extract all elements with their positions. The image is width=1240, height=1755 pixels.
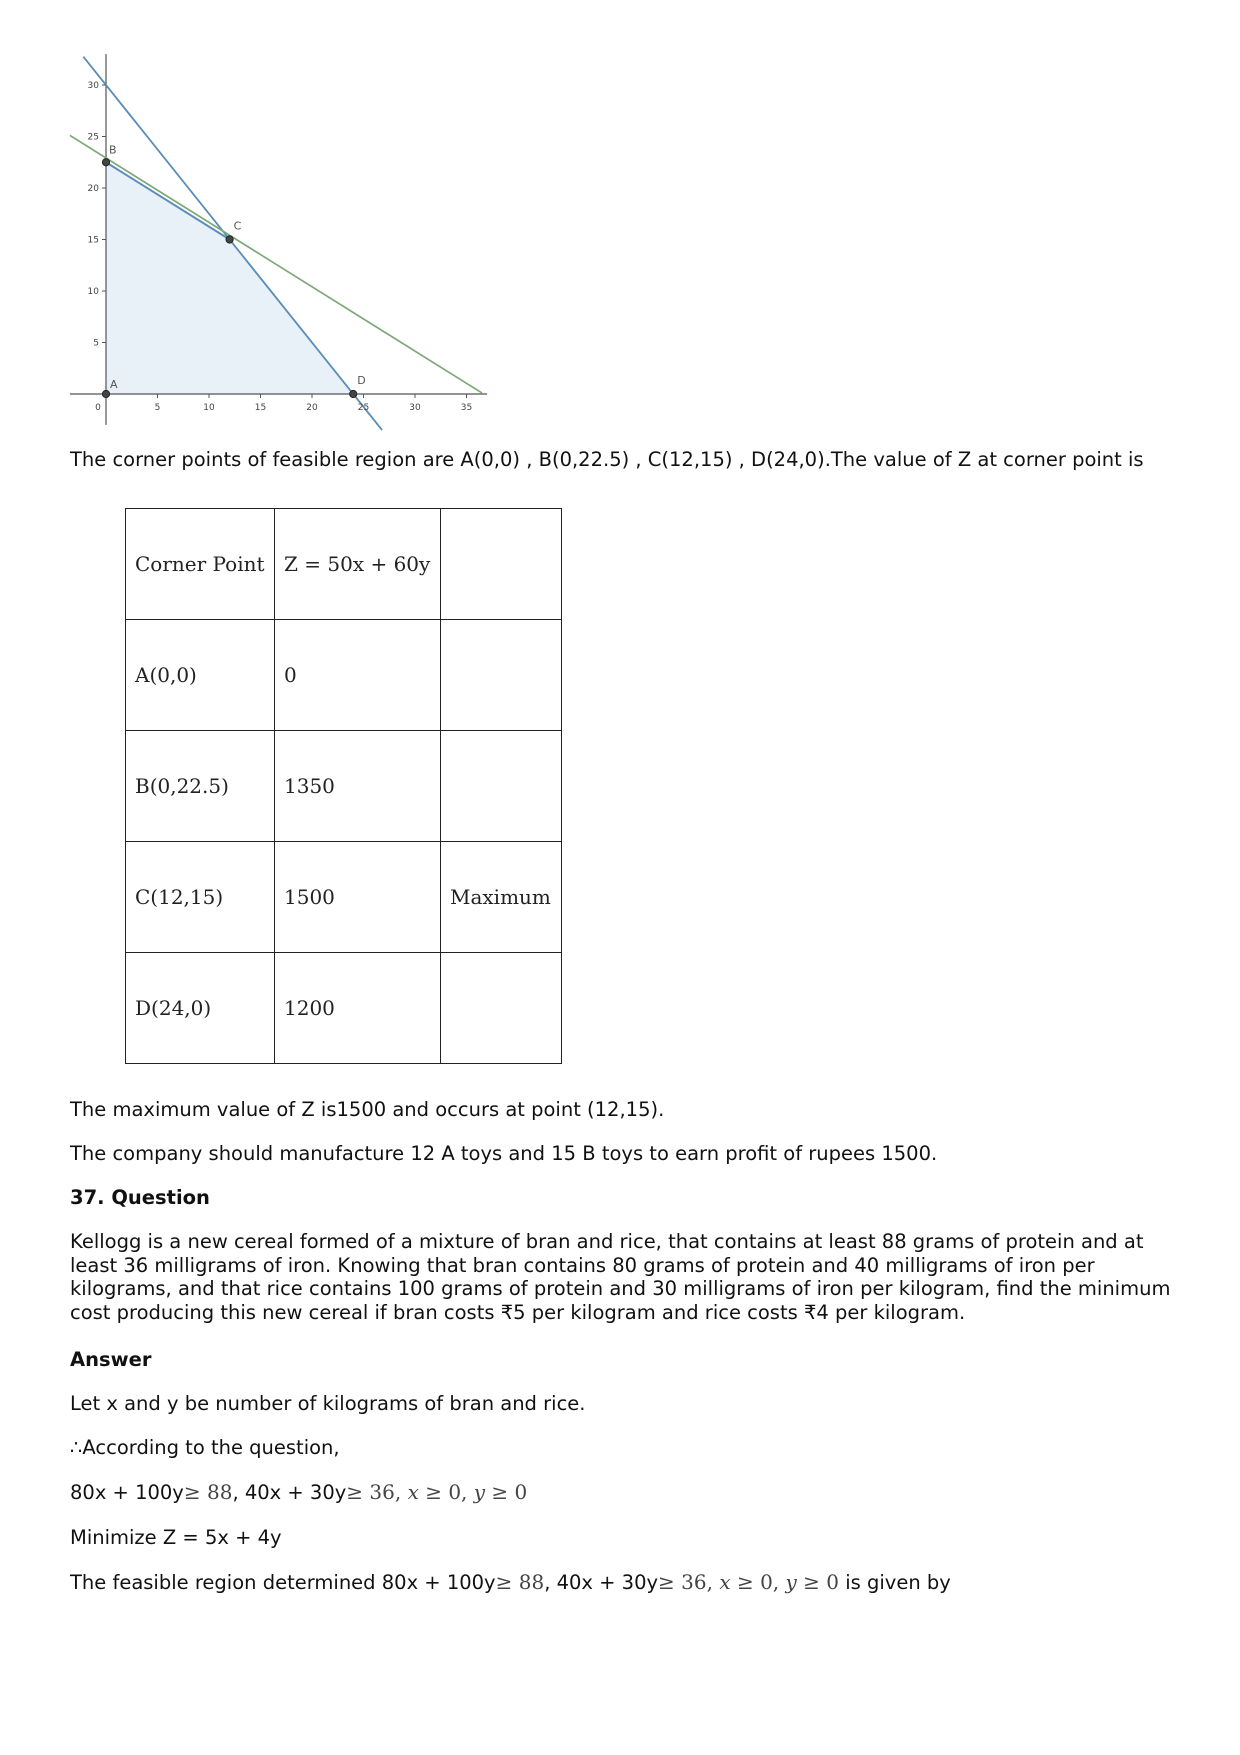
table-cell: C(12,15) [126, 842, 275, 953]
corner-point-label: D [357, 374, 366, 387]
table-row [126, 620, 562, 731]
corner-point-marker [102, 390, 109, 397]
table-cell: 1200 [275, 953, 441, 1064]
corner-point-marker [350, 390, 357, 397]
according-text: ∴According to the question, [70, 1436, 340, 1459]
y-tick-label: 15 [87, 235, 99, 246]
corner-point-table [125, 508, 562, 1064]
answer-heading: Answer [70, 1348, 152, 1371]
x-tick-label: 5 [154, 403, 161, 413]
table-cell [441, 731, 562, 842]
table-row [126, 731, 562, 842]
let-statement: Let x and y be number of kilograms of bran and rice. [70, 1392, 586, 1415]
table-row [126, 953, 562, 1064]
y-tick-label: 5 [93, 338, 99, 349]
constraints-line [70, 1480, 527, 1505]
table-cell [441, 953, 562, 1064]
y-tick-label: 30 [87, 81, 99, 91]
table-header-cell: Corner Point [126, 509, 275, 620]
table-cell: A(0,0) [126, 620, 275, 731]
table-cell: 1350 [275, 731, 441, 842]
table-row [126, 842, 562, 953]
table-header-cell [441, 509, 562, 620]
math-expression: ≥ 88 [183, 1480, 233, 1504]
x-tick-label: 15 [254, 403, 267, 413]
feasible-region [106, 162, 353, 394]
corner-point-marker [226, 236, 233, 243]
constraint-text: , 40x + 30y [232, 1481, 347, 1504]
feasible-region-graph [62, 50, 502, 440]
question-heading: 37. Question [70, 1186, 210, 1209]
table-cell: B(0,22.5) [126, 731, 275, 842]
x-tick-label: 25 [357, 403, 370, 413]
table-cell [441, 620, 562, 731]
constraint-text: 80x + 100y [70, 1481, 184, 1504]
corner-point-label: A [110, 378, 118, 391]
table-cell: 0 [275, 620, 441, 731]
y-tick-label: 10 [87, 287, 99, 297]
objective-function: Minimize Z = 5x + 4y [70, 1526, 282, 1549]
table-cell: Maximum [441, 842, 562, 953]
table-cell: D(24,0) [126, 953, 275, 1064]
math-expression: ≥ 36, x ≥ 0, y ≥ 0 [658, 1570, 840, 1594]
x-tick-label: 30 [409, 403, 421, 413]
company-conclusion-text: The company should manufacture 12 A toys and 15 B toys to earn profit of rupees 1500. [70, 1142, 938, 1165]
table-cell: 1500 [275, 842, 441, 953]
corner-points-text: The corner points of feasible region are A(0,0) , B(0,22.5) , C(12,15) , D(24,0).The value of Z at corner point is [70, 448, 1144, 471]
question-text: Kellogg is a new cereal formed of a mixture of bran and rice, that contains at least 88 grams of protein and at least 36 milligrams of iron. Knowing that bran contains 80 grams of protein and 40 milligrams of iron per kilograms, and that rice contains 100 grams of protein and 30 milligrams of iron per kilogram, find the minimum cost producing this new cereal if bran costs ₹5 per kilogram and rice costs ₹4 per kilogram. [70, 1230, 1171, 1324]
max-value-text: The maximum value of Z is1500 and occurs at point (12,15). [70, 1098, 665, 1121]
x-tick-label: 20 [306, 403, 318, 413]
math-expression: ≥ 88 [495, 1570, 545, 1594]
x-tick-label: 10 [203, 403, 215, 413]
x-tick-label: 35 [460, 403, 473, 413]
feasible-region-line: The feasible region determined 80x + 100y≥ 88, 40x + 30y≥ 36, x ≥ 0, y ≥ 0 is given by [70, 1570, 951, 1594]
y-tick-label: 25 [87, 132, 99, 143]
x-tick-label: 0 [95, 403, 101, 413]
corner-point-label: B [109, 143, 117, 157]
table-header-row [126, 509, 562, 620]
corner-point-marker [102, 159, 109, 166]
math-expression: ≥ 36, x ≥ 0, y ≥ 0 [346, 1480, 528, 1504]
corner-point-label: C [233, 219, 242, 233]
y-tick-label: 20 [87, 184, 99, 194]
table-header-cell: Z = 50x + 60y [275, 509, 441, 620]
